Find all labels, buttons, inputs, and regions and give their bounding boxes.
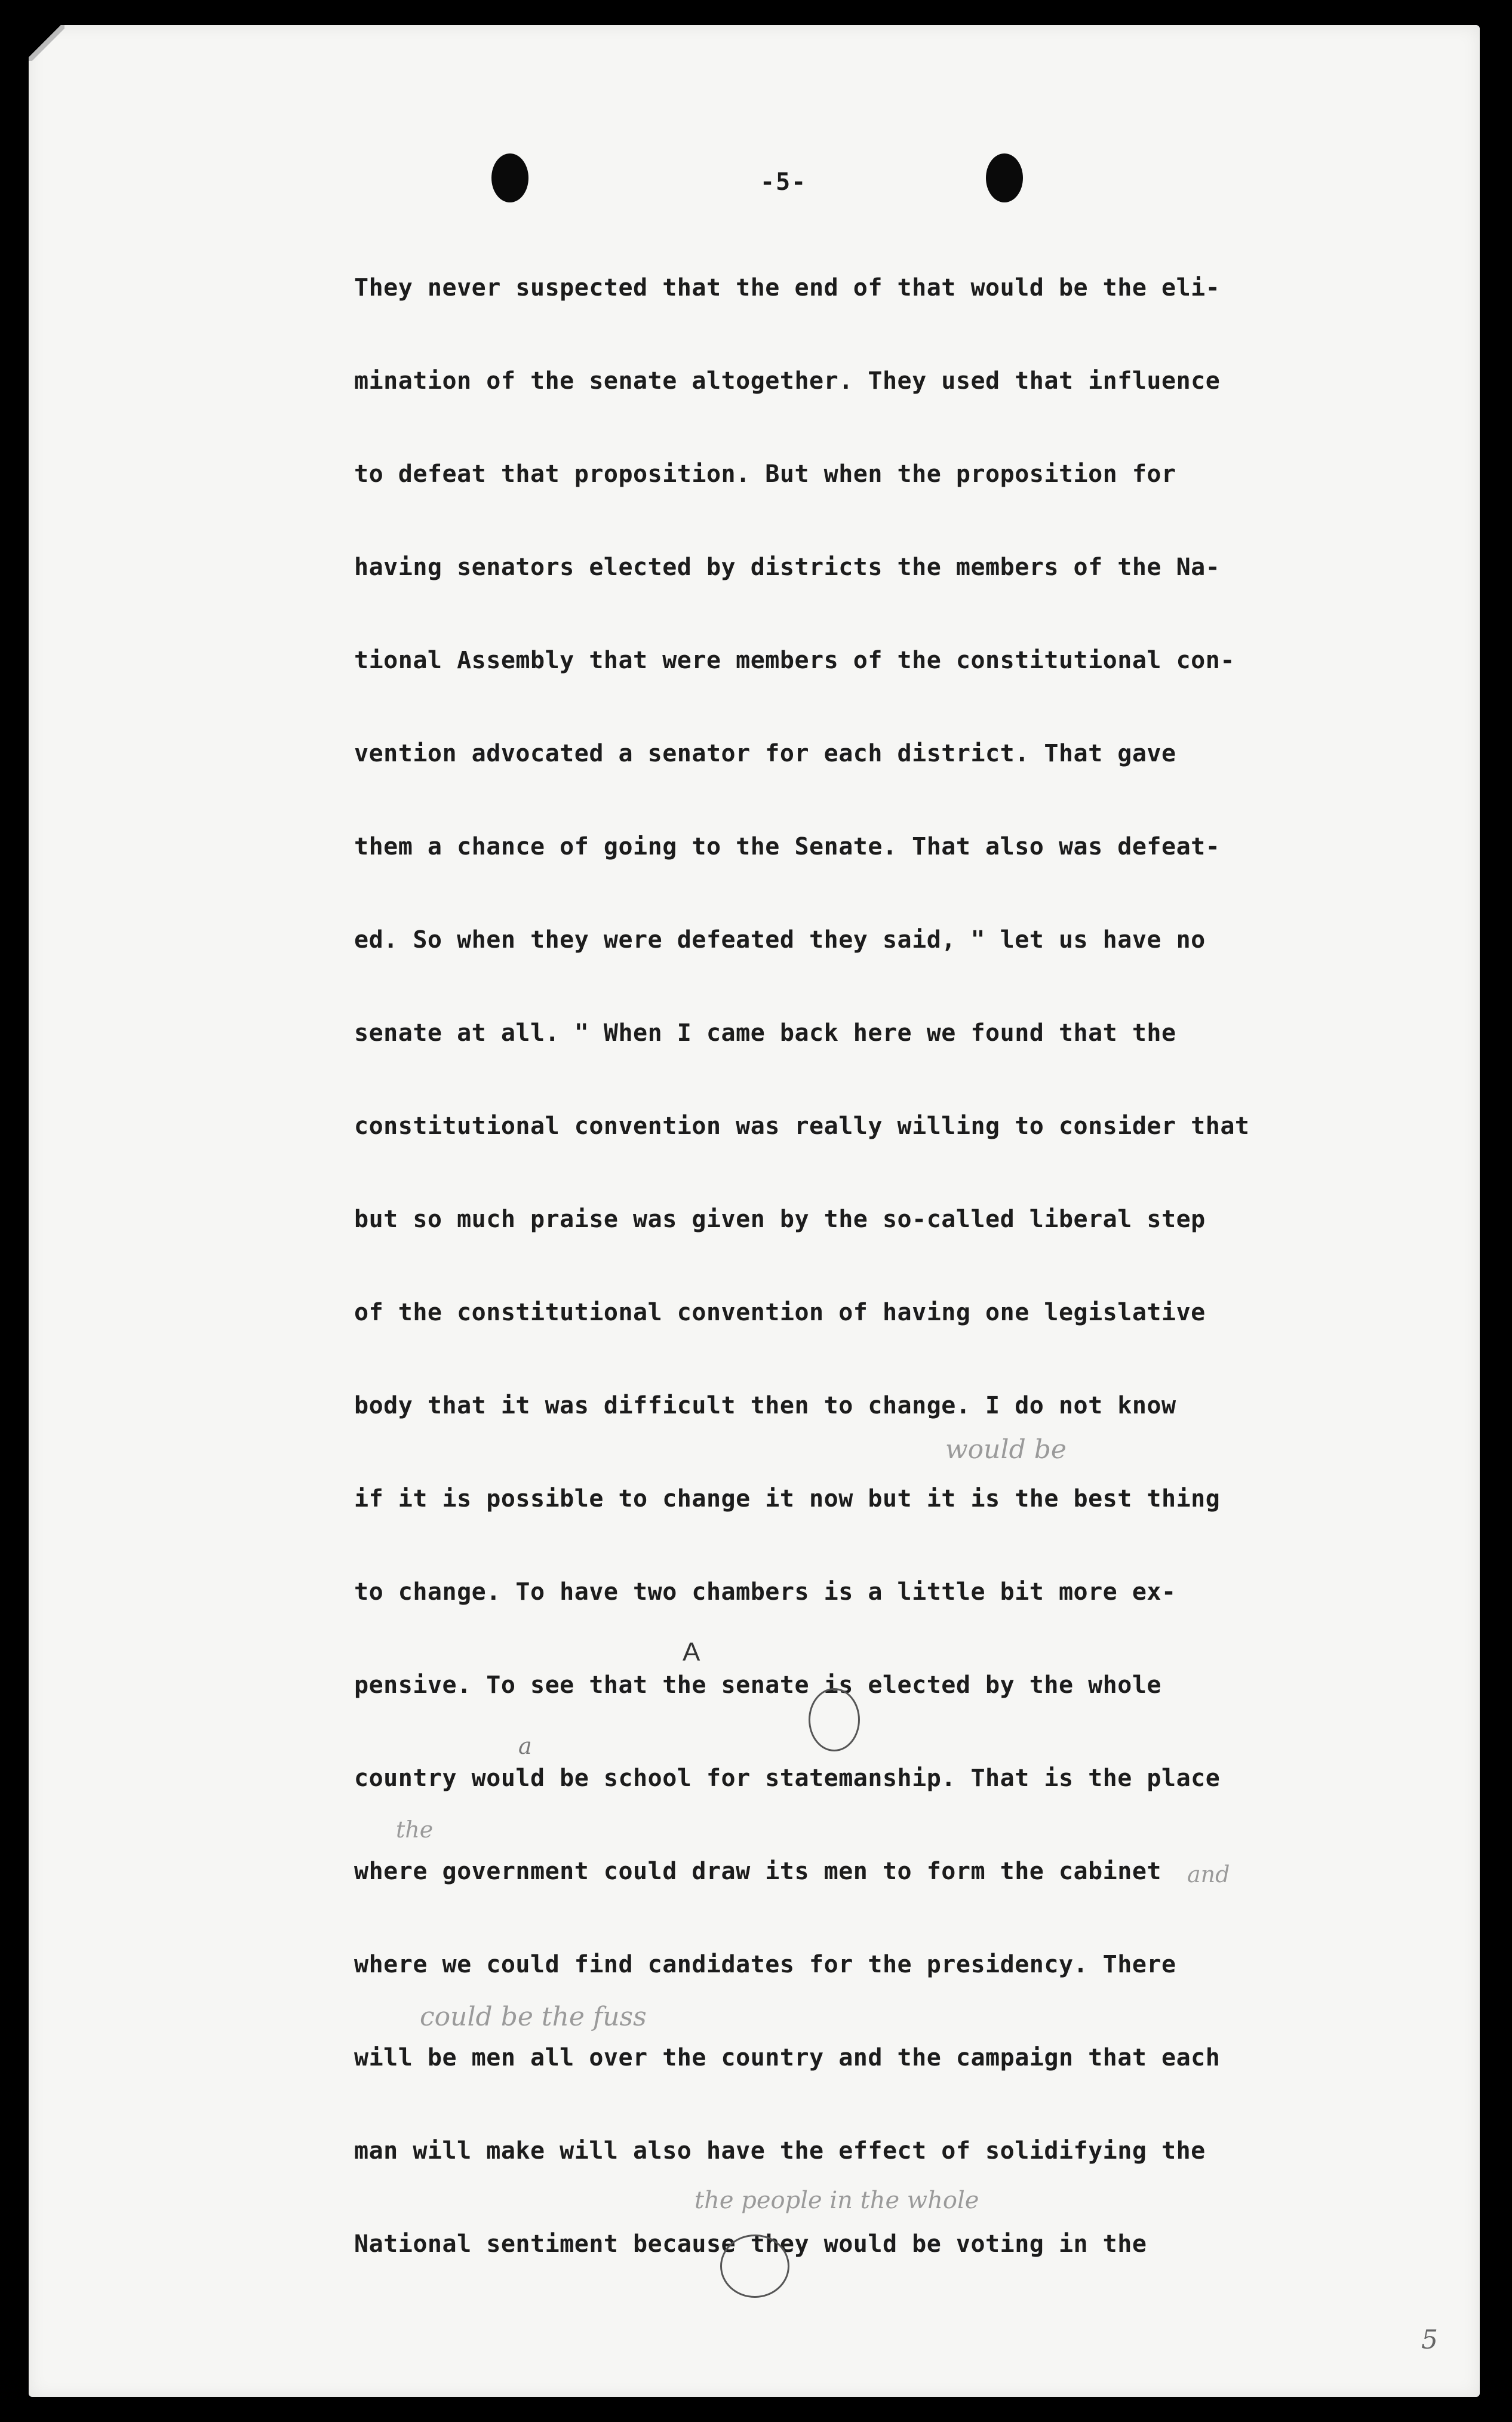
handwritten-note-and: and bbox=[1187, 1861, 1230, 1888]
handwritten-note-would-be: would be bbox=[945, 1434, 1067, 1465]
text-line: vention advocated a senator for each district. That gave bbox=[354, 740, 1176, 767]
punch-hole-left bbox=[491, 153, 528, 202]
text-line: pensive. To see that the senate is elected by the whole bbox=[354, 1671, 1162, 1699]
handwritten-note-could: could be the fuss bbox=[420, 2002, 647, 2032]
text-line: where government could draw its men to form the cabinet bbox=[354, 1858, 1162, 1885]
text-line: ed. So when they were defeated they said, " let us have no bbox=[354, 926, 1206, 954]
circled-word-mark bbox=[720, 2234, 789, 2298]
text-line: body that it was difficult then to change. I do not know bbox=[354, 1392, 1176, 1419]
text-line: of the constitutional convention of having one legislative bbox=[354, 1299, 1206, 1326]
circled-word-mark bbox=[809, 1688, 860, 1751]
punch-hole-right bbox=[986, 153, 1023, 202]
corner-page-mark: 5 bbox=[1421, 2325, 1438, 2355]
text-line: constitutional convention was really willing to consider that bbox=[354, 1112, 1250, 1140]
text-line: man will make will also have the effect of solidifying the bbox=[354, 2137, 1206, 2165]
text-line: They never suspected that the end of that would be the eli- bbox=[354, 274, 1221, 302]
document-page bbox=[29, 25, 1480, 2397]
handwritten-note-the: the bbox=[396, 1816, 434, 1843]
text-line: to defeat that proposition. But when the proposition for bbox=[354, 460, 1176, 488]
text-line: tional Assembly that were members of the constitutional con- bbox=[354, 647, 1235, 674]
text-line: will be men all over the country and the campaign that each bbox=[354, 2044, 1221, 2071]
insertion-caret-a: A bbox=[683, 1637, 700, 1667]
text-line: National sentiment because they would be voting in the bbox=[354, 2230, 1147, 2258]
text-line: mination of the senate altogether. They used that influence bbox=[354, 367, 1221, 395]
handwritten-note-the-people: the people in the whole bbox=[694, 2187, 979, 2214]
folded-corner bbox=[29, 25, 64, 61]
text-line: to change. To have two chambers is a little bit more ex- bbox=[354, 1578, 1176, 1606]
page-number: -5- bbox=[760, 168, 807, 196]
text-line: country would be school for statemanship. That is the place bbox=[354, 1765, 1221, 1792]
handwritten-note-a: a bbox=[518, 1733, 532, 1759]
text-line: but so much praise was given by the so-called liberal step bbox=[354, 1206, 1206, 1233]
text-line: where we could find candidates for the presidency. There bbox=[354, 1951, 1176, 1978]
text-line: senate at all. " When I came back here we found that the bbox=[354, 1019, 1176, 1047]
text-line: having senators elected by districts the members of the Na- bbox=[354, 554, 1221, 581]
text-line: if it is possible to change it now but it is the best thing bbox=[354, 1485, 1221, 1513]
text-line: them a chance of going to the Senate. That also was defeat- bbox=[354, 833, 1221, 860]
